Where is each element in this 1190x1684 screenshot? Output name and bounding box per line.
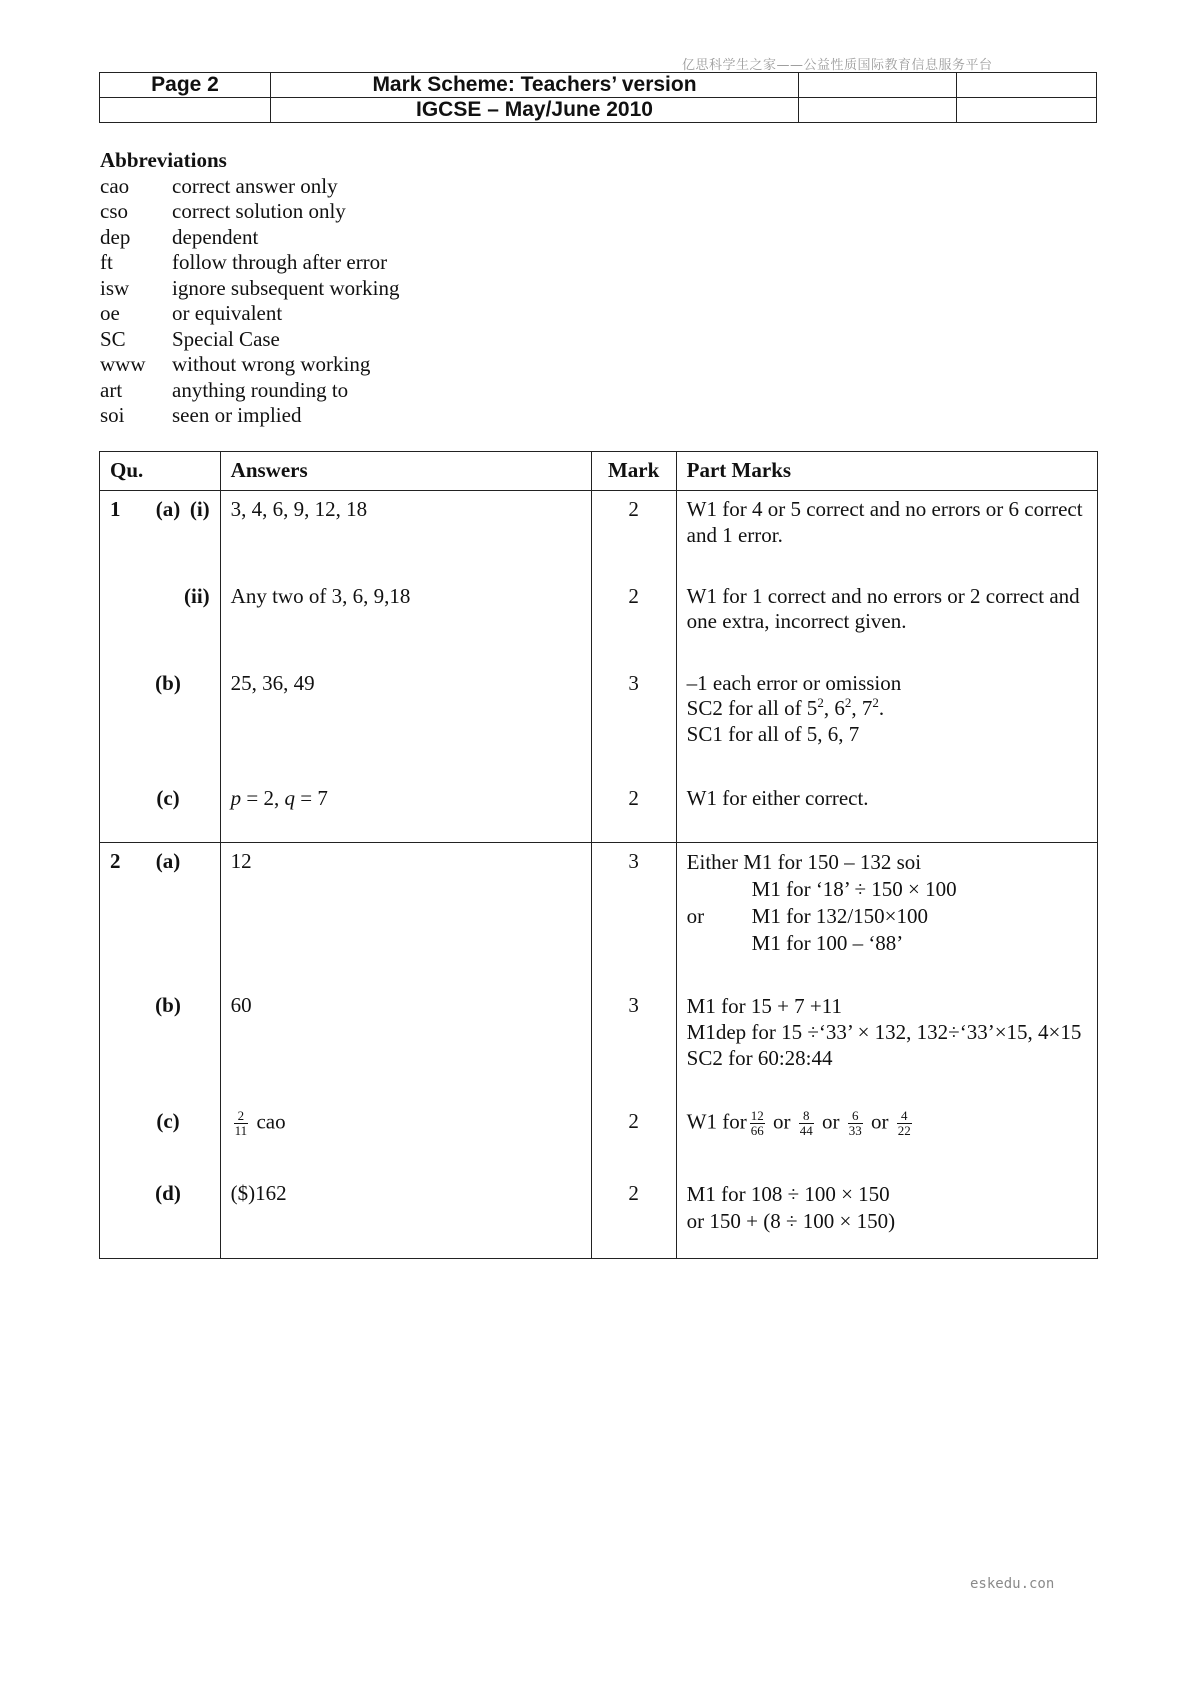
part-marks-cell: [676, 843, 1097, 987]
answer-text: 25, 36, 49: [230, 670, 315, 695]
abbreviation-row: [100, 276, 399, 302]
watermark-bottom: eskedu.con: [970, 1576, 1055, 1592]
abbreviation-meaning: without wrong working: [172, 352, 371, 376]
part-marks-text: M1 for 132/150×100: [751, 904, 928, 928]
fraction-denominator: 33: [848, 1122, 862, 1138]
mark-value: 3: [628, 670, 639, 695]
column-header-answers: Answers: [220, 452, 591, 491]
abbreviation-meaning: seen or implied: [172, 403, 302, 427]
fraction-denominator: 44: [799, 1122, 813, 1138]
table-header-row: [100, 452, 1098, 491]
exponent: 2: [817, 695, 824, 710]
header-empty-cell: [799, 98, 957, 123]
mark-cell: [591, 578, 676, 665]
part-marks-cell: [676, 578, 1097, 665]
question-number: 1: [110, 497, 121, 521]
mark-cell: [591, 987, 676, 1103]
part-marks-line: M1 for 108 ÷ 100 × 150: [686, 1181, 890, 1206]
abbreviation-meaning: follow through after error: [172, 250, 388, 274]
answer-cell: [220, 491, 591, 578]
abbreviation-row: [100, 250, 399, 276]
abbreviation-row: [100, 378, 399, 404]
exponent: 2: [844, 695, 852, 710]
abbreviation-row: [100, 199, 399, 225]
abbreviation-code: oe: [100, 301, 120, 325]
abbreviation-row: [100, 225, 399, 251]
fraction-denominator: 22: [897, 1122, 911, 1138]
header-empty-cell: [100, 98, 271, 123]
header-empty-cell: [957, 98, 1097, 123]
abbreviation-meaning: ignore subsequent working: [172, 275, 400, 300]
mark-cell: [591, 665, 676, 780]
answer-suffix: cao: [256, 1108, 286, 1133]
question-part: (b): [155, 670, 181, 695]
mark-value: 3: [628, 849, 639, 873]
answer-text: [221, 1103, 591, 1138]
variable-q: q: [284, 785, 295, 810]
part-marks-line: [687, 903, 1087, 930]
answer-cell: [220, 987, 591, 1103]
abbreviation-meaning: correct solution only: [172, 199, 346, 223]
question-cell: [100, 780, 221, 843]
abbreviation-code: ft: [100, 250, 113, 274]
mark-cell: [591, 843, 676, 987]
mark-value: 2: [628, 1108, 639, 1133]
part-marks-line: M1 for ‘18’ ÷ 150 × 100: [751, 877, 957, 901]
abbreviation-row: [100, 174, 399, 200]
header-empty-cell: [799, 73, 957, 98]
part-marks-text: W1 for 1 correct and no errors or 2 correct and one extra, incorrect given.: [686, 583, 1080, 633]
question-part: (c): [156, 1108, 180, 1133]
abbreviations-list: [100, 148, 399, 429]
abbreviation-row: [100, 403, 399, 429]
fraction-denominator: 11: [234, 1122, 248, 1138]
abbreviation-code: isw: [100, 275, 130, 300]
fraction: [848, 1109, 863, 1138]
abbreviation-meaning: or equivalent: [172, 301, 283, 325]
part-marks-text: , 6: [823, 696, 845, 720]
exponent: 2: [872, 695, 879, 710]
part-marks-line: [687, 696, 1087, 722]
fraction: [750, 1109, 765, 1138]
question-cell: [100, 987, 221, 1103]
abbreviation-code: cso: [100, 199, 128, 223]
or-label: or: [686, 904, 705, 928]
mark-value: 2: [628, 497, 639, 521]
document-subtitle: IGCSE – May/June 2010: [271, 98, 799, 123]
mark-value: 2: [628, 785, 639, 810]
answer-fragment: = 7: [295, 785, 328, 810]
watermark-top: 亿思科学生之家——公益性质国际教育信息服务平台: [682, 58, 993, 73]
answer-text: 12: [230, 849, 252, 873]
fraction-numerator: 12: [750, 1107, 764, 1123]
part-marks-text: W1 for either correct.: [686, 785, 869, 810]
question-cell: [100, 843, 221, 987]
mark-cell: [591, 1103, 676, 1175]
part-marks-line: or 150 + (8 ÷ 100 × 150): [686, 1208, 896, 1233]
answer-text: ($)162: [230, 1180, 287, 1205]
question-subpart: (i): [189, 497, 210, 521]
part-marks-text: SC2 for all of 5: [686, 696, 818, 720]
answer-text: [221, 780, 591, 812]
table-row: [100, 1175, 1098, 1259]
part-marks-cell: [676, 491, 1097, 578]
answer-text: 60: [230, 992, 252, 1017]
or-text: or: [772, 1108, 791, 1133]
abbreviation-code: dep: [100, 224, 131, 249]
part-marks-text: W1 for 4 or 5 correct and no errors or 6 correct and 1 error.: [686, 497, 1083, 547]
table-row: [100, 578, 1098, 665]
table-row: [100, 491, 1098, 578]
question-part: (b): [155, 992, 181, 1017]
header-empty-cell: [957, 73, 1097, 98]
answer-cell: [220, 578, 591, 665]
part-marks-line: Either M1 for 150 – 132 soi: [686, 850, 922, 874]
page-header-table: [99, 72, 1097, 123]
column-header-part-marks: Part Marks: [676, 452, 1097, 491]
answer-text: Any two of 3, 6, 9,18: [230, 583, 411, 608]
abbreviation-row: [100, 301, 399, 327]
answer-cell: [220, 843, 591, 987]
abbreviation-row: [100, 352, 399, 378]
column-header-question: Qu.: [100, 452, 221, 491]
question-cell: [100, 578, 221, 665]
mark-scheme-table: [99, 451, 1098, 1259]
part-marks-text: , 7: [851, 696, 873, 720]
mark-value: 2: [628, 583, 639, 608]
abbreviation-code: SC: [100, 326, 126, 351]
answer-cell: [220, 1175, 591, 1259]
document-title: Mark Scheme: Teachers’ version: [271, 73, 799, 98]
part-marks-line: M1 for 100 – ‘88’: [751, 931, 904, 955]
question-part: (c): [156, 785, 180, 810]
abbreviation-meaning: Special Case: [172, 326, 280, 351]
fraction-numerator: 4: [897, 1109, 912, 1124]
fraction: [234, 1109, 249, 1138]
mark-cell: [591, 491, 676, 578]
abbreviation-code: soi: [100, 403, 125, 427]
part-marks-cell: [676, 987, 1097, 1103]
table-row: [100, 780, 1098, 843]
abbreviation-meaning: correct answer only: [172, 173, 338, 198]
abbreviation-meaning: dependent: [172, 224, 259, 249]
variable-p: p: [230, 785, 242, 810]
part-marks-line: SC1 for all of 5, 6, 7: [686, 721, 860, 746]
table-row: [100, 665, 1098, 780]
question-cell: [100, 665, 221, 780]
part-marks-cell: [676, 1175, 1097, 1259]
part-marks-cell: [676, 665, 1097, 780]
part-marks-text: [677, 1103, 1097, 1138]
fraction-numerator: 6: [848, 1109, 863, 1124]
part-marks-line: M1 for 15 + 7 +11: [686, 993, 842, 1018]
abbreviation-code: art: [100, 377, 123, 402]
answer-text: 3, 4, 6, 9, 12, 18: [230, 497, 368, 521]
table-row: [100, 987, 1098, 1103]
abbreviations-heading: Abbreviations: [100, 148, 227, 172]
question-number: 2: [110, 849, 121, 873]
page-number: Page 2: [100, 73, 271, 98]
question-cell: [100, 1175, 221, 1259]
table-row: [100, 1103, 1098, 1175]
question-cell: [100, 1103, 221, 1175]
part-marks-line: M1dep for 15 ÷‘33’ × 132, 132÷‘33’×15, 4×15: [686, 1019, 1082, 1044]
mark-cell: [591, 1175, 676, 1259]
fraction-numerator: 8: [799, 1109, 814, 1124]
table-row: [100, 843, 1098, 987]
fraction: [799, 1109, 814, 1138]
part-marks-line: SC2 for 60:28:44: [686, 1045, 833, 1070]
answer-cell: [220, 665, 591, 780]
or-text: or: [870, 1108, 889, 1133]
fraction-denominator: 66: [750, 1122, 764, 1138]
column-header-mark: Mark: [591, 452, 676, 491]
abbreviation-meaning: anything rounding to: [172, 377, 349, 402]
part-marks-cell: [676, 1103, 1097, 1175]
part-marks-line: –1 each error or omission: [686, 670, 902, 695]
abbreviation-code: cao: [100, 173, 130, 198]
mark-value: 2: [628, 1180, 639, 1205]
question-part: (a): [155, 849, 181, 873]
question-cell: [100, 491, 221, 578]
part-marks-cell: [676, 780, 1097, 843]
question-part: (d): [155, 1180, 181, 1205]
answer-cell: [220, 1103, 591, 1175]
fraction: [897, 1109, 912, 1138]
question-part: (a): [155, 497, 181, 521]
abbreviation-code: www: [100, 352, 146, 376]
mark-cell: [591, 780, 676, 843]
answer-fragment: = 2,: [241, 785, 285, 810]
abbreviation-row: [100, 327, 399, 353]
fraction-numerator: 2: [234, 1109, 249, 1124]
mark-value: 3: [628, 992, 639, 1017]
part-marks-text: W1 for: [686, 1108, 747, 1133]
or-text: or: [821, 1108, 840, 1133]
answer-cell: [220, 780, 591, 843]
part-marks-text: .: [878, 696, 885, 720]
question-subpart: (ii): [184, 583, 210, 608]
